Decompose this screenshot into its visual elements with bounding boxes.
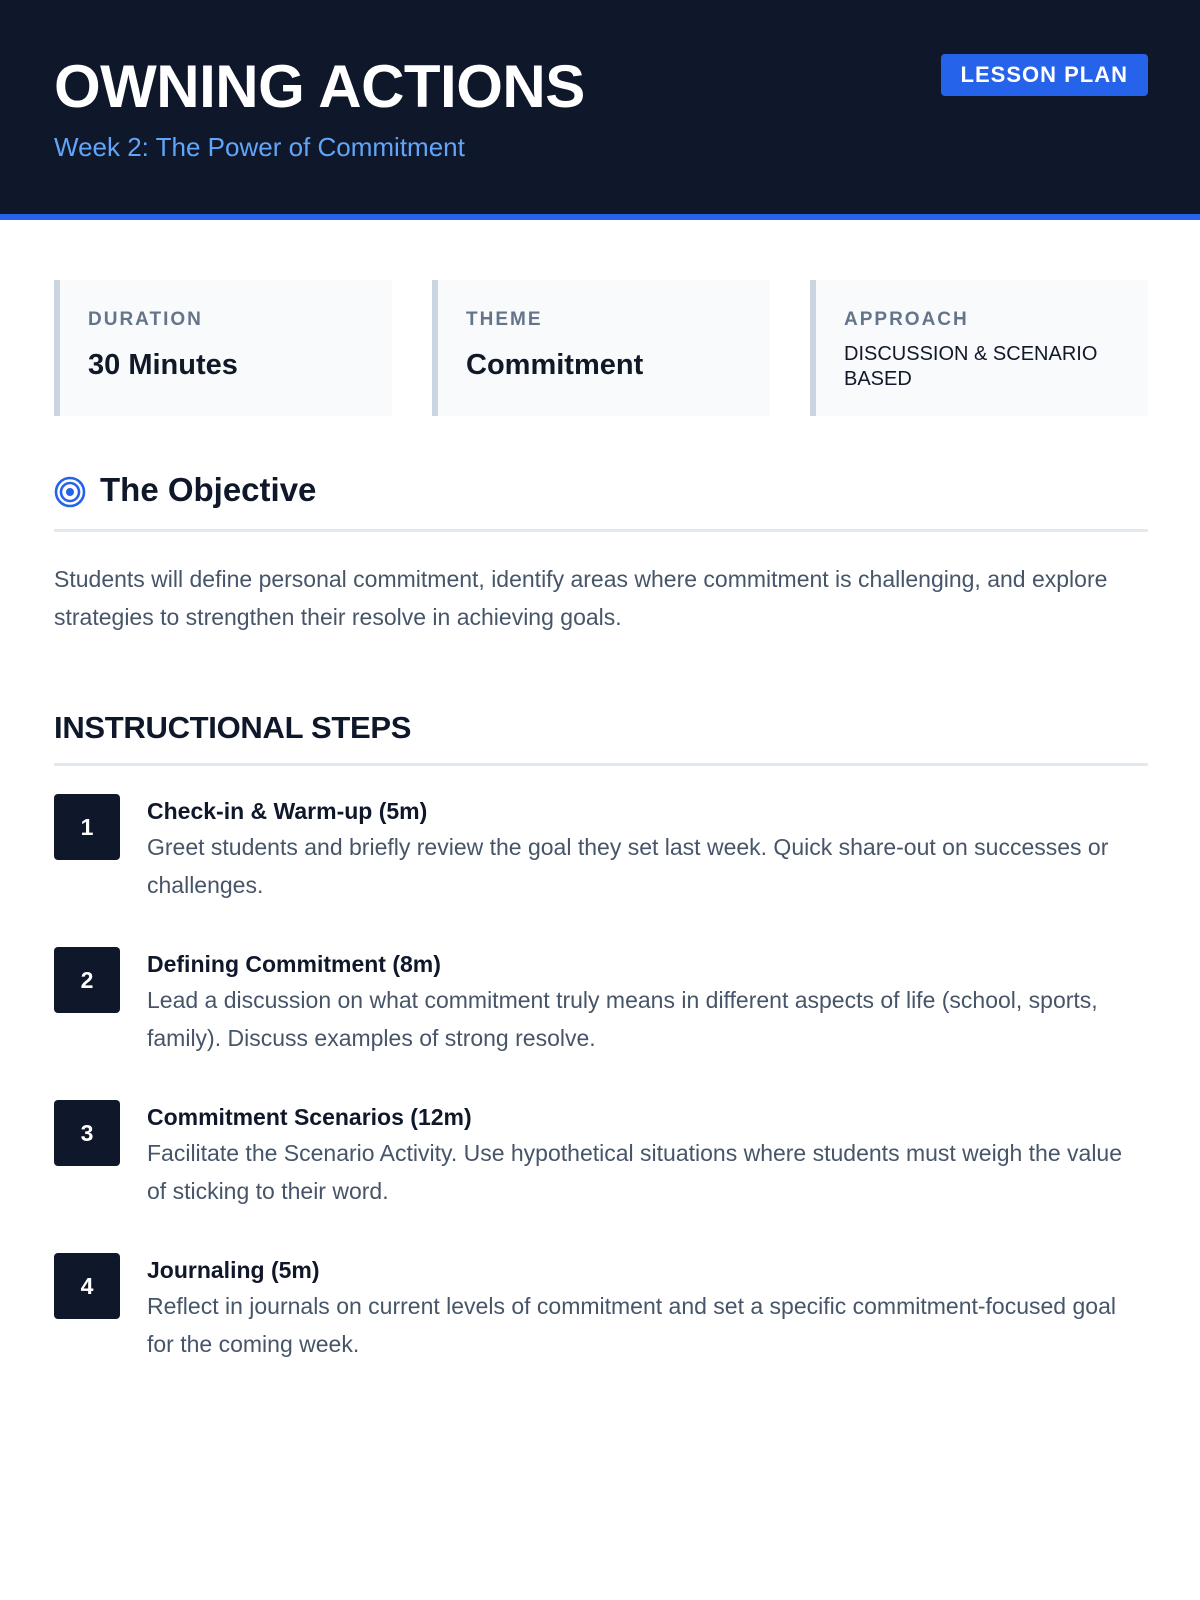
step-body [147,794,1147,947]
lesson-plan-badge: LESSON PLAN [941,54,1148,96]
objective-heading [54,466,1148,532]
step-body [147,1100,1147,1253]
objective-title: The Objective [100,471,317,508]
step-title: Defining Commitment (8m) [147,951,441,977]
target-icon [54,476,86,508]
header [0,0,1200,220]
step-title: Commitment Scenarios (12m) [147,1104,472,1130]
steps-list [54,794,1148,1406]
duration-label: DURATION [88,309,203,330]
step-description: Lead a discussion on what commitment truly means in different aspects of life (school, sports, family). Discuss examples of strong resolve. [147,987,1098,1051]
step-number: 1 [54,794,120,860]
step-item [54,1100,1148,1253]
step-title: Check-in & Warm-up (5m) [147,798,428,824]
theme-label: THEME [466,309,543,330]
approach-value: DISCUSSION & SCENARIO BASED [844,343,1098,390]
step-description: Greet students and briefly review the goal they set last week. Quick share-out on successes or challenges. [147,834,1109,898]
step-body [147,1253,1147,1406]
approach-label: APPROACH [844,309,969,330]
meta-cards [54,280,1148,416]
step-body [147,947,1147,1100]
theme-value: Commitment [466,349,644,381]
theme-card [432,280,770,416]
approach-card [810,280,1148,416]
duration-value: 30 Minutes [88,349,238,381]
steps-heading [54,700,1148,766]
step-description: Facilitate the Scenario Activity. Use hypothetical situations where students must weigh the value of sticking to their word. [147,1140,1123,1204]
step-item [54,947,1148,1100]
page-subtitle: Week 2: The Power of Commitment [54,132,465,162]
step-item [54,1253,1148,1406]
step-description: Reflect in journals on current levels of commitment and set a specific commitment-focused goal for the coming week. [147,1293,1116,1357]
step-number: 3 [54,1100,120,1166]
objective-text: Students will define personal commitment, identify areas where commitment is challenging, and explore strategies to strengthen their resolve in achieving goals. [54,566,1108,630]
page-title: OWNING ACTIONS [54,53,585,120]
steps-title: INSTRUCTIONAL STEPS [54,710,412,745]
step-item [54,794,1148,947]
step-title: Journaling (5m) [147,1257,320,1283]
step-number: 2 [54,947,120,1013]
duration-card [54,280,392,416]
step-number: 4 [54,1253,120,1319]
